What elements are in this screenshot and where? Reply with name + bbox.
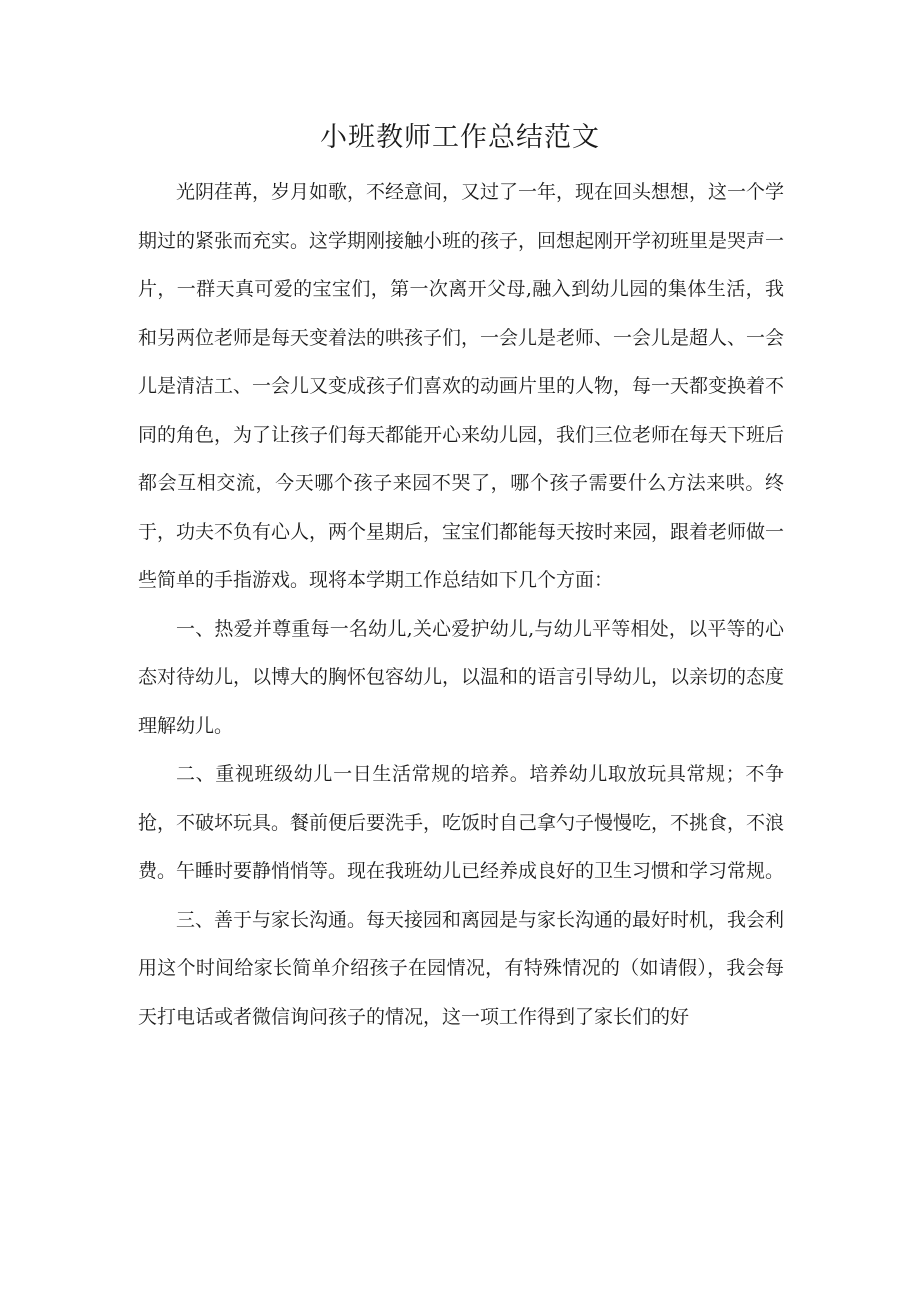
document-body <box>138 168 784 1041</box>
document-title: 小班教师工作总结范文 <box>320 122 600 153</box>
paragraph-point-3: 三、善于与家长沟通。每天接园和离园是与家长沟通的最好时机，我会利用这个时间给家长简单介绍孩子在园情况，有特殊情况的（如请假），我会每天打电话或者微信询问孩子的情况，这一项工作得到了家长们的好 <box>138 908 785 1028</box>
paragraph-point-1: 一、热爱并尊重每一名幼儿,关心爱护幼儿,与幼儿平等相处，以平等的心态对待幼儿，以博大的胸怀包容幼儿，以温和的语言引导幼儿，以亲切的态度理解幼儿。 <box>138 617 785 737</box>
paragraph-point-2: 二、重视班级幼儿一日生活常规的培养。培养幼儿取放玩具常规；不争抢，不破坏玩具。餐前便后要洗手，吃饭时自己拿勺子慢慢吃，不挑食，不浪费。午睡时要静悄悄等。现在我班幼儿已经养成良好的卫生习惯和学习常规。 <box>138 763 785 882</box>
paragraph-intro: 光阴荏苒，岁月如歌，不经意间，又过了一年，现在回头想想，这一个学期过的紧张而充实。这学期刚接触小班的孩子，回想起刚开学初班里是哭声一片，一群天真可爱的宝宝们，第一次离开父母,融入到幼儿园的集体生活，我和另两位老师是每天变着法的哄孩子们，一会儿是老师、一会儿是超人、一会儿是清洁工、一会儿又变成孩子们喜欢的动画片里的人物，每一天都变换着不同的角色，为了让孩子们每天都能开心来幼儿园，我们三位老师在每天下班后都会互相交流，今天哪个孩子来园不哭了，哪个孩子需要什么方法来哄。终于，功夫不负有心人，两个星期后，宝宝们都能每天按时来园，跟着老师做一些简单的手指游戏。现将本学期工作总结如下几个方面： <box>138 181 785 591</box>
